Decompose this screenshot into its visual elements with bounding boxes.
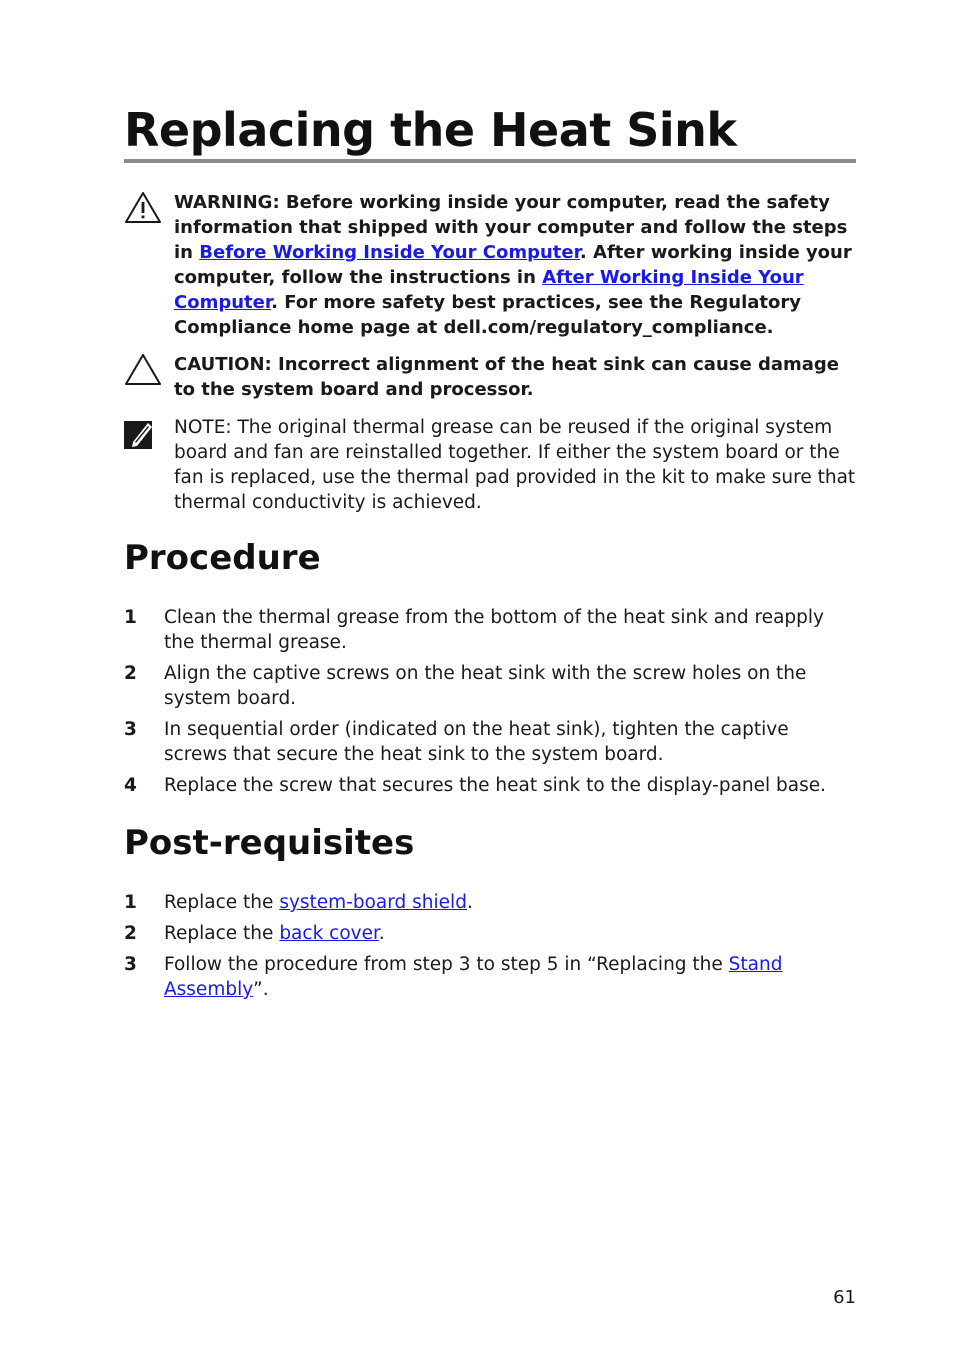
caution-triangle-icon (124, 352, 162, 386)
procedure-steps-list (124, 605, 856, 804)
step-number: 1 (124, 607, 137, 628)
note-notice (124, 415, 856, 517)
step-number: 2 (124, 663, 137, 684)
procedure-step (124, 773, 856, 798)
postrequisites-heading: Post-requisites (124, 823, 415, 863)
postrequisite-step (124, 890, 856, 915)
step-suffix: . (466, 892, 473, 913)
step-suffix: ”. (253, 979, 269, 1000)
step-text: In sequential order (indicated on the heat sink), tighten the captive screws that secure the heat sink to the system board. (164, 719, 789, 765)
after-working-inside-link[interactable]: After Working Inside Your Computer (174, 267, 804, 313)
page-title: Replacing the Heat Sink (124, 103, 737, 157)
page-number: 61 (833, 1287, 856, 1308)
step-number: 3 (124, 954, 137, 975)
caution-text: CAUTION: Incorrect alignment of the heat sink can cause damage to the system board and processor. (174, 354, 839, 400)
postrequisite-step (124, 952, 856, 1002)
warning-text-part1: WARNING: Before working inside your computer, read the safety information that shipped with your computer and follow the steps in (174, 192, 848, 263)
note-body: The original thermal grease can be reused if the original system board and fan are reinstalled together. If either the system board or the fan is replaced, use the thermal pad provided in the kit to make sure that thermal conductivity is achieved. (174, 417, 856, 513)
procedure-heading: Procedure (124, 538, 321, 578)
note-label: NOTE: (174, 417, 232, 438)
note-pencil-icon (124, 419, 162, 453)
step-number: 2 (124, 923, 137, 944)
warning-notice (124, 190, 856, 342)
warning-text-part2: . After working inside your computer, follow the instructions in (174, 242, 852, 288)
procedure-step (124, 605, 856, 655)
step-text: Align the captive screws on the heat sink with the screw holes on the system board. (164, 663, 807, 709)
step-suffix: . (378, 923, 385, 944)
title-underline-rule (124, 159, 856, 163)
warning-text (174, 190, 856, 340)
back-cover-link[interactable]: back cover (279, 923, 379, 944)
note-text (174, 415, 856, 515)
step-text: Replace the screw that secures the heat sink to the display-panel base. (164, 775, 827, 796)
warning-triangle-icon (124, 190, 162, 224)
stand-assembly-link[interactable]: Stand Assembly (164, 954, 783, 1000)
step-number: 3 (124, 719, 137, 740)
step-number: 1 (124, 892, 137, 913)
procedure-step (124, 717, 856, 767)
caution-notice (124, 352, 856, 404)
before-working-inside-link[interactable]: Before Working Inside Your Computer (199, 242, 580, 263)
step-prefix: Follow the procedure from step 3 to step 5 in “Replacing the (164, 954, 729, 975)
step-prefix: Replace the (164, 892, 280, 913)
postrequisite-step (124, 921, 856, 946)
system-board-shield-link[interactable]: system-board shield (279, 892, 467, 913)
step-text: Clean the thermal grease from the bottom of the heat sink and reapply the thermal grease. (164, 607, 824, 653)
procedure-step (124, 661, 856, 711)
postrequisites-steps-list (124, 890, 856, 1008)
step-number: 4 (124, 775, 137, 796)
step-prefix: Replace the (164, 923, 280, 944)
warning-text-part3: . For more safety best practices, see the Regulatory Compliance home page at dell.com/regulatory_compliance. (174, 292, 801, 338)
